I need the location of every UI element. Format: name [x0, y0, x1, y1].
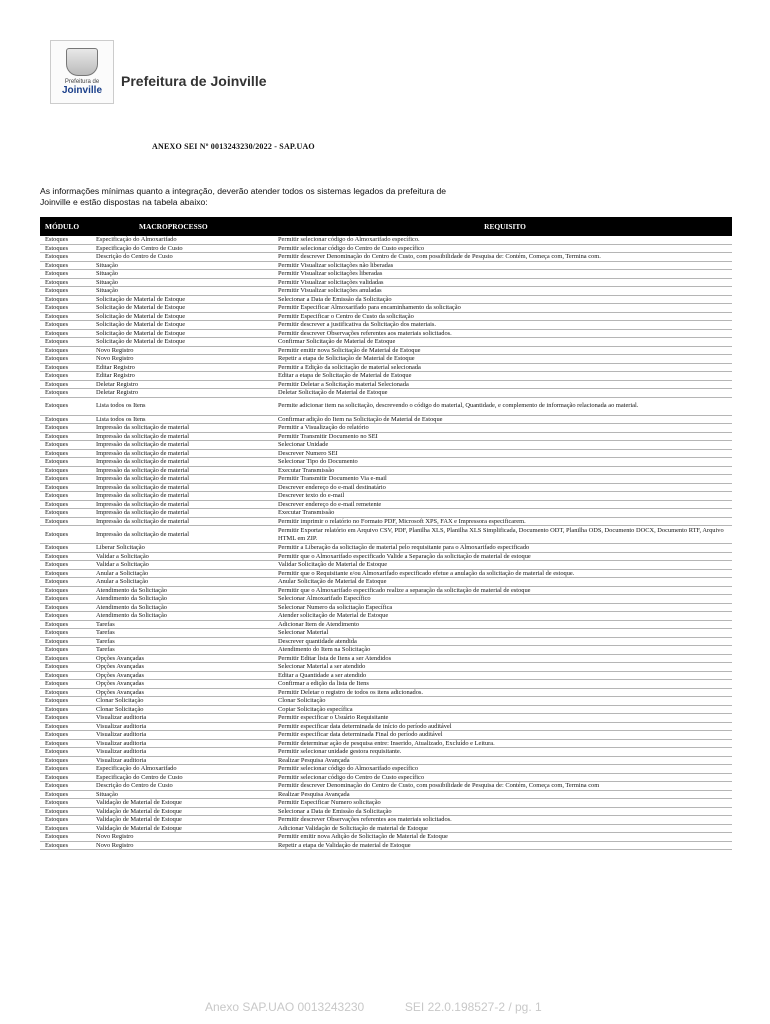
table-row	[40, 604, 732, 613]
modulo-cell: Estoques	[45, 569, 69, 577]
macroprocesso-cell: Atendimento da Solicitação	[96, 612, 167, 619]
modulo-cell: Estoques	[45, 748, 69, 755]
modulo-cell: Estoques	[45, 637, 69, 645]
macroprocesso-cell: Especificação do Centro de Custo	[96, 773, 183, 781]
modulo-cell: Estoques	[45, 372, 69, 379]
modulo-cell: Estoques	[45, 799, 69, 806]
macroprocesso-cell: Lista todos os Itens	[96, 402, 146, 410]
requisito-cell: Permitir que o Almoxarifado especificado realize a separação da solicitação de material de estoque	[278, 586, 531, 594]
requisito-cell: Editar a etapa de Solicitação de Material de Estoque	[278, 372, 412, 379]
table-row	[40, 553, 732, 562]
requisito-cell: Permitir que o Requisitante e/ou Almoxarifado especificado efetue a anulação da solicitação de material de estoque.	[278, 569, 575, 577]
table-row	[40, 270, 732, 279]
page-footer	[205, 1000, 542, 1014]
table-row	[40, 492, 732, 501]
macroprocesso-cell: Solicitação de Material de Estoque	[96, 338, 186, 345]
macroprocesso-cell: Novo Registro	[96, 346, 134, 354]
modulo-cell: Estoques	[45, 773, 69, 781]
coat-of-arms-icon	[66, 48, 98, 76]
macroprocesso-cell: Opções Avançadas	[96, 688, 144, 696]
macroprocesso-cell: Solicitação de Material de Estoque	[96, 295, 186, 303]
table-row	[40, 398, 732, 416]
table-row	[40, 253, 732, 262]
modulo-cell: Estoques	[45, 680, 69, 687]
modulo-cell: Estoques	[45, 765, 69, 772]
macroprocesso-cell: Situação	[96, 261, 119, 269]
requisito-cell: Executar Transmissão	[278, 466, 335, 474]
macroprocesso-cell: Opções Avançadas	[96, 654, 144, 662]
modulo-cell: Estoques	[45, 295, 69, 303]
organization-name: Prefeitura de Joinville	[121, 73, 267, 89]
requisito-cell: Permitir a Liberação da solicitação de material pelo requisitante para o Almoxarifado especificado	[278, 544, 530, 551]
table-header	[40, 217, 732, 236]
requisito-cell: Permitir Especificar Almoxarifado para encaminhamento da solicitação	[278, 304, 461, 311]
macroprocesso-cell: Especificação do Centro de Custo	[96, 244, 183, 252]
table-row	[40, 680, 732, 689]
header-requisito: REQUISITO	[484, 222, 526, 231]
modulo-cell: Estoques	[45, 561, 69, 568]
modulo-cell: Estoques	[45, 244, 69, 252]
requisito-cell: Selecionar Material	[278, 629, 329, 636]
macroprocesso-cell: Especificação do Almoxarifado	[96, 765, 177, 772]
modulo-cell: Estoques	[45, 380, 69, 388]
table-row	[40, 364, 732, 373]
modulo-cell: Estoques	[45, 714, 69, 721]
table-row	[40, 757, 732, 766]
macroprocesso-cell: Atendimento da Solicitação	[96, 595, 167, 602]
table-row	[40, 475, 732, 484]
modulo-cell: Estoques	[45, 739, 69, 747]
macroprocesso-cell: Clonar Solicitação	[96, 697, 144, 704]
requisito-cell: Descrever Numero SEI	[278, 449, 338, 457]
requisito-cell: Atender solicitação de Material de Estoque	[278, 612, 389, 619]
requisito-cell: Confirmar a edição da lista de Itens	[278, 680, 369, 687]
macroprocesso-cell: Especificação do Almoxarifado	[96, 236, 177, 243]
modulo-cell: Estoques	[45, 688, 69, 696]
modulo-cell: Estoques	[45, 620, 69, 628]
requisito-cell: Repetir a etapa de Validação de material de Estoque	[278, 841, 411, 849]
page-header	[50, 40, 267, 104]
modulo-cell: Estoques	[45, 458, 69, 465]
requisito-cell: Permitir selecionar código do Almoxarifado específico.	[278, 236, 420, 243]
table-row	[40, 638, 732, 647]
table-row	[40, 355, 732, 364]
modulo-cell: Estoques	[45, 424, 69, 431]
modulo-cell: Estoques	[45, 530, 69, 538]
requisito-cell: Permitir Visualizar solicitações anuladas	[278, 287, 382, 294]
table-row	[40, 518, 732, 527]
requisito-cell: Permitir emitir nova Solicitação de Material de Estoque	[278, 346, 421, 354]
modulo-cell: Estoques	[45, 304, 69, 311]
table-row	[40, 672, 732, 681]
table-row	[40, 381, 732, 390]
requisito-cell: Copiar Solicitação específica	[278, 705, 353, 713]
table-row	[40, 723, 732, 732]
table-row	[40, 791, 732, 800]
macroprocesso-cell: Validar a Solicitação	[96, 561, 149, 568]
macroprocesso-cell: Atendimento da Solicitação	[96, 586, 167, 594]
modulo-cell: Estoques	[45, 663, 69, 670]
modulo-cell: Estoques	[45, 415, 69, 423]
macroprocesso-cell: Liberar Solicitação	[96, 544, 145, 551]
requisito-cell: Selecionar Tipo do Documento	[278, 458, 358, 465]
modulo-cell: Estoques	[45, 329, 69, 337]
requisito-cell: Permitir selecionar unidade gestora requisitante.	[278, 748, 402, 755]
modulo-cell: Estoques	[45, 603, 69, 611]
requisito-cell: Realizar Pesquisa Avançada	[278, 790, 350, 798]
table-row	[40, 808, 732, 817]
requisito-cell: Validar Solicitação de Material de Estoque	[278, 561, 388, 568]
macroprocesso-cell: Solicitação de Material de Estoque	[96, 329, 186, 337]
modulo-cell: Estoques	[45, 816, 69, 823]
requisito-cell: Permitir Especificar Numero solicitação	[278, 799, 381, 806]
macroprocesso-cell: Anular a Solicitação	[96, 578, 149, 585]
modulo-cell: Estoques	[45, 833, 69, 840]
prefeitura-logo	[50, 40, 114, 104]
table-row	[40, 262, 732, 271]
table-row	[40, 347, 732, 356]
macroprocesso-cell: Validar a Solicitação	[96, 552, 149, 560]
requisito-cell: Permitir Exportar relatório em Arquivo CSV, PDF, Planilha XLS, Planilha XLS Simplificada, Documento ODT, Planilha ODS, Documento DOCX, Documento RTF, Arquivo HTML em ZIP.	[278, 527, 724, 542]
macroprocesso-cell: Impressão da solicitação de material	[96, 449, 189, 457]
table-row	[40, 321, 732, 330]
table-row	[40, 748, 732, 757]
modulo-cell: Estoques	[45, 731, 69, 738]
macroprocesso-cell: Impressão da solicitação de material	[96, 466, 189, 474]
modulo-cell: Estoques	[45, 475, 69, 482]
requisito-cell: Descrever endereço do e-mail remetente	[278, 500, 382, 508]
modulo-cell: Estoques	[45, 646, 69, 653]
requisito-cell: Adicionar Validação de Solicitação de material de Estoque	[278, 824, 428, 832]
modulo-cell: Estoques	[45, 509, 69, 516]
macroprocesso-cell: Solicitação de Material de Estoque	[96, 312, 186, 320]
modulo-cell: Estoques	[45, 236, 69, 243]
requisito-cell: Selecionar Almoxarifado Específico	[278, 595, 371, 602]
modulo-cell: Estoques	[45, 807, 69, 815]
requisito-cell: Descrever quantidade atendida	[278, 637, 357, 645]
modulo-cell: Estoques	[45, 697, 69, 704]
requisito-cell: Permitir determinar ação de pesquisa entre: Inserido, Atualizado, Excluído e Leitura.	[278, 739, 495, 747]
requisito-cell: Confirmar Solicitação de Material de Estoque	[278, 338, 396, 345]
table-row	[40, 731, 732, 740]
modulo-cell: Estoques	[45, 782, 69, 789]
macroprocesso-cell: Visualizar auditoria	[96, 714, 147, 721]
modulo-cell: Estoques	[45, 466, 69, 474]
macroprocesso-cell: Opções Avançadas	[96, 680, 144, 687]
modulo-cell: Estoques	[45, 612, 69, 619]
macroprocesso-cell: Tarefas	[96, 629, 115, 636]
requisito-cell: Permitir Deletar o registro de todos os itens adicionados.	[278, 688, 424, 696]
table-row	[40, 441, 732, 450]
modulo-cell: Estoques	[45, 841, 69, 849]
macroprocesso-cell: Editar Registro	[96, 372, 135, 379]
macroprocesso-cell: Impressão da solicitação de material	[96, 475, 189, 482]
table-row	[40, 561, 732, 570]
macroprocesso-cell: Validação de Material de Estoque	[96, 816, 182, 823]
macroprocesso-cell: Editar Registro	[96, 363, 135, 371]
requisito-cell: Permitir Visualizar solicitações liberadas	[278, 270, 383, 277]
table-row	[40, 330, 732, 339]
table-row	[40, 501, 732, 510]
macroprocesso-cell: Visualizar auditoria	[96, 722, 147, 730]
macroprocesso-cell: Descrição do Centro de Custo	[96, 253, 173, 260]
table-row	[40, 740, 732, 749]
requisito-cell: Permitir descrever Denominação do Centro de Custo, com possibilidade de Pesquisa de: Contém, Começa com, Termina com.	[278, 253, 601, 260]
macroprocesso-cell: Solicitação de Material de Estoque	[96, 321, 186, 328]
macroprocesso-cell: Impressão da solicitação de material	[96, 509, 189, 516]
modulo-cell: Estoques	[45, 824, 69, 832]
requisito-cell: Permitir emitir nova Adição de Solicitação de Material de Estoque	[278, 833, 448, 840]
modulo-cell: Estoques	[45, 629, 69, 636]
macroprocesso-cell: Visualizar auditoria	[96, 739, 147, 747]
macroprocesso-cell: Situação	[96, 270, 119, 277]
requisito-cell: Confirmar adição do Item na Solicitação de Material de Estoque	[278, 415, 443, 423]
table-row	[40, 467, 732, 476]
requisito-cell: Permitir selecionar código do Centro de Custo específico	[278, 773, 425, 781]
requisito-cell: Permitir descrever Observações referentes aos materiais solicitados.	[278, 329, 452, 337]
table-row	[40, 279, 732, 288]
requisito-cell: Permitir especificar data determinada Final do período auditável	[278, 731, 443, 738]
footer-annex-id: Anexo SAP.UAO 0013243230	[205, 1000, 365, 1014]
header-modulo: MÓDULO	[45, 222, 80, 231]
macroprocesso-cell: Deletar Registro	[96, 380, 139, 388]
requisito-cell: Clonar Solicitação	[278, 697, 326, 704]
table-row	[40, 689, 732, 698]
macroprocesso-cell: Impressão da solicitação de material	[96, 458, 189, 465]
table-row	[40, 842, 732, 851]
requisito-cell: Selecionar a Data de Emissão da Solicitação	[278, 295, 392, 303]
requisito-cell: Selecionar a Data de Emissão da Solicitação	[278, 807, 392, 815]
table-row	[40, 587, 732, 596]
modulo-cell: Estoques	[45, 363, 69, 371]
modulo-cell: Estoques	[45, 517, 69, 525]
modulo-cell: Estoques	[45, 492, 69, 499]
modulo-cell: Estoques	[45, 346, 69, 354]
modulo-cell: Estoques	[45, 595, 69, 602]
requisito-cell: Permitir a Edição da solicitação de material selecionada	[278, 363, 421, 371]
table-row	[40, 621, 732, 630]
table-row	[40, 304, 732, 313]
macroprocesso-cell: Impressão da solicitação de material	[96, 424, 189, 431]
document-title: ANEXO SEI Nº 0013243230/2022 - SAP.UAO	[152, 142, 315, 151]
table-row	[40, 714, 732, 723]
table-row	[40, 338, 732, 347]
table-row	[40, 245, 732, 254]
macroprocesso-cell: Impressão da solicitação de material	[96, 530, 189, 538]
macroprocesso-cell: Solicitação de Material de Estoque	[96, 304, 186, 311]
requisito-cell: Selecionar Material a ser atendido	[278, 663, 366, 670]
macroprocesso-cell: Impressão da solicitação de material	[96, 500, 189, 508]
macroprocesso-cell: Opções Avançadas	[96, 663, 144, 670]
modulo-cell: Estoques	[45, 253, 69, 260]
requisito-cell: Permitir descrever a justificativa da Solicitação dos materiais.	[278, 321, 436, 328]
table-row	[40, 595, 732, 604]
modulo-cell: Estoques	[45, 287, 69, 294]
table-row	[40, 372, 732, 381]
table-row	[40, 236, 732, 245]
requisito-cell: Repetir a etapa de Solicitação de Material de Estoque	[278, 355, 415, 362]
requisito-cell: Anular Solicitação de Material de Estoque	[278, 578, 387, 585]
requisito-cell: Permitir Deletar a Solicitação material Selecionada	[278, 380, 409, 388]
macroprocesso-cell: Situação	[96, 790, 119, 798]
requisito-cell: Realizar Pesquisa Avançada	[278, 756, 350, 764]
requisito-cell: Permitir Editar lista de Itens a ser Atendidos	[278, 654, 392, 662]
table-row	[40, 458, 732, 467]
table-row	[40, 799, 732, 808]
table-row	[40, 389, 732, 398]
table-row	[40, 765, 732, 774]
macroprocesso-cell: Impressão da solicitação de material	[96, 441, 189, 448]
macroprocesso-cell: Clonar Solicitação	[96, 705, 144, 713]
requisito-cell: Selecionar Numero da solicitação Específica	[278, 603, 393, 611]
table-row	[40, 313, 732, 322]
table-row	[40, 697, 732, 706]
macroprocesso-cell: Novo Registro	[96, 841, 134, 849]
intro-paragraph: As informações mínimas quanto a integração, deverão atender todos os sistemas legados da prefeitura de Joinville e estão dispostas na tabela abaixo:	[40, 186, 447, 207]
table-row	[40, 612, 732, 621]
modulo-cell: Estoques	[45, 654, 69, 662]
requisito-cell: Permitir Transmitir Documento Via e-mail	[278, 475, 387, 482]
modulo-cell: Estoques	[45, 671, 69, 679]
modulo-cell: Estoques	[45, 270, 69, 277]
requirements-table	[40, 217, 732, 850]
requisito-cell: Permitir Visualizar solicitações validadas	[278, 278, 384, 286]
table-row	[40, 509, 732, 518]
requisito-cell: Permitir selecionar código do Almoxarifado específico	[278, 765, 419, 772]
macroprocesso-cell: Descrição do Centro de Custo	[96, 782, 173, 789]
modulo-cell: Estoques	[45, 441, 69, 448]
modulo-cell: Estoques	[45, 278, 69, 286]
requisito-cell: Permitir imprimir o relatório no Formato PDF, Microsoft XPS, FAX e Impressora especificarem.	[278, 517, 526, 525]
modulo-cell: Estoques	[45, 432, 69, 440]
requisito-cell: Permitir selecionar código do Centro de Custo específico	[278, 244, 425, 252]
table-row	[40, 774, 732, 783]
macroprocesso-cell: Visualizar auditoria	[96, 731, 147, 738]
macroprocesso-cell: Impressão da solicitação de material	[96, 483, 189, 491]
table-row	[40, 416, 732, 425]
modulo-cell: Estoques	[45, 338, 69, 345]
modulo-cell: Estoques	[45, 389, 69, 396]
modulo-cell: Estoques	[45, 790, 69, 798]
macroprocesso-cell: Novo Registro	[96, 355, 134, 362]
macroprocesso-cell: Validação de Material de Estoque	[96, 807, 182, 815]
logo-city-text: Joinville	[61, 85, 102, 96]
macroprocesso-cell: Validação de Material de Estoque	[96, 824, 182, 832]
modulo-cell: Estoques	[45, 355, 69, 362]
modulo-cell: Estoques	[45, 705, 69, 713]
table-row	[40, 484, 732, 493]
macroprocesso-cell: Novo Registro	[96, 833, 134, 840]
modulo-cell: Estoques	[45, 402, 69, 410]
macroprocesso-cell: Tarefas	[96, 646, 115, 653]
requisito-cell: Descrever endereço do e-mail destinatário	[278, 483, 386, 491]
footer-sei-page: SEI 22.0.198527-2 / pg. 1	[404, 1000, 542, 1014]
macroprocesso-cell: Opções Avançadas	[96, 671, 144, 679]
macroprocesso-cell: Validação de Material de Estoque	[96, 799, 182, 806]
modulo-cell: Estoques	[45, 586, 69, 594]
requisito-cell: Selecionar Unidade	[278, 441, 329, 448]
table-row	[40, 296, 732, 305]
modulo-cell: Estoques	[45, 552, 69, 560]
table-row	[40, 782, 732, 791]
table-row	[40, 544, 732, 553]
table-row	[40, 629, 732, 638]
modulo-cell: Estoques	[45, 261, 69, 269]
macroprocesso-cell: Visualizar auditoria	[96, 748, 147, 755]
modulo-cell: Estoques	[45, 483, 69, 491]
table-row	[40, 825, 732, 834]
macroprocesso-cell: Tarefas	[96, 637, 115, 645]
requisito-cell: Editar a Quantidade a ser atendido	[278, 671, 367, 679]
logo-small-text: Prefeitura de	[64, 79, 100, 85]
requisito-cell: Atendimento do Item na Solicitação	[278, 646, 371, 653]
table-row	[40, 433, 732, 442]
table-row	[40, 655, 732, 664]
macroprocesso-cell: Situação	[96, 287, 119, 294]
macroprocesso-cell: Visualizar auditoria	[96, 756, 147, 764]
macroprocesso-cell: Tarefas	[96, 620, 115, 628]
macroprocesso-cell: Impressão da solicitação de material	[96, 492, 189, 499]
table-row	[40, 570, 732, 579]
table-row	[40, 424, 732, 433]
modulo-cell: Estoques	[45, 312, 69, 320]
table-row	[40, 646, 732, 655]
macroprocesso-cell: Deletar Registro	[96, 389, 139, 396]
header-macroprocesso: MACROPROCESSO	[139, 222, 208, 231]
modulo-cell: Estoques	[45, 722, 69, 730]
requisito-cell: Permitir a Visualização do relatório	[278, 424, 369, 431]
table-row	[40, 287, 732, 296]
table-row	[40, 450, 732, 459]
requisito-cell: Permitir especificar data determinada de início do período auditável	[278, 722, 452, 730]
requisito-cell: Executar Transmissão	[278, 509, 335, 516]
modulo-cell: Estoques	[45, 756, 69, 764]
requisito-cell: Permitir Transmitir Documento no SEI	[278, 432, 378, 440]
requisito-cell: Permitir Visualizar solicitações não liberadas	[278, 261, 394, 269]
macroprocesso-cell: Impressão da solicitação de material	[96, 517, 189, 525]
requisito-cell: Permitir Especificar o Centro de Custo da solicitação	[278, 312, 414, 320]
requisito-cell: Permitir que o Almoxarifado especificado Valide a Separação da solicitação de material de estoque	[278, 552, 531, 560]
requisito-cell: Permitir descrever Observações referentes aos materiais solicitados.	[278, 816, 452, 823]
requisito-cell: Permite adicionar item na solicitação, descrevendo o código do material, Quantidade, e complemento de informação relacionada ao material.	[278, 402, 639, 410]
macroprocesso-cell: Lista todos os Itens	[96, 415, 146, 423]
requisito-cell: Permitir descrever Denominação do Centro de Custo, com possibilidade de Pesquisa de: Contém, Começa com, Termina com	[278, 782, 600, 789]
requisito-cell: Permitir especificar o Usuário Requisitante	[278, 714, 389, 721]
requisito-cell: Adicionar Item de Atendimento	[278, 620, 360, 628]
requisito-cell: Descrever texto do e-mail	[278, 492, 345, 499]
requisito-cell: Deletar Solicitação de Material de Estoque	[278, 389, 388, 396]
table-row	[40, 816, 732, 825]
modulo-cell: Estoques	[45, 578, 69, 585]
table-row	[40, 833, 732, 842]
macroprocesso-cell: Situação	[96, 278, 119, 286]
table-row	[40, 706, 732, 715]
modulo-cell: Estoques	[45, 321, 69, 328]
table-row	[40, 578, 732, 587]
table-row	[40, 663, 732, 672]
table-row	[40, 526, 732, 544]
macroprocesso-cell: Anular a Solicitação	[96, 569, 149, 577]
macroprocesso-cell: Atendimento da Solicitação	[96, 603, 167, 611]
modulo-cell: Estoques	[45, 544, 69, 551]
modulo-cell: Estoques	[45, 500, 69, 508]
modulo-cell: Estoques	[45, 449, 69, 457]
macroprocesso-cell: Impressão da solicitação de material	[96, 432, 189, 440]
table-body	[40, 236, 732, 850]
